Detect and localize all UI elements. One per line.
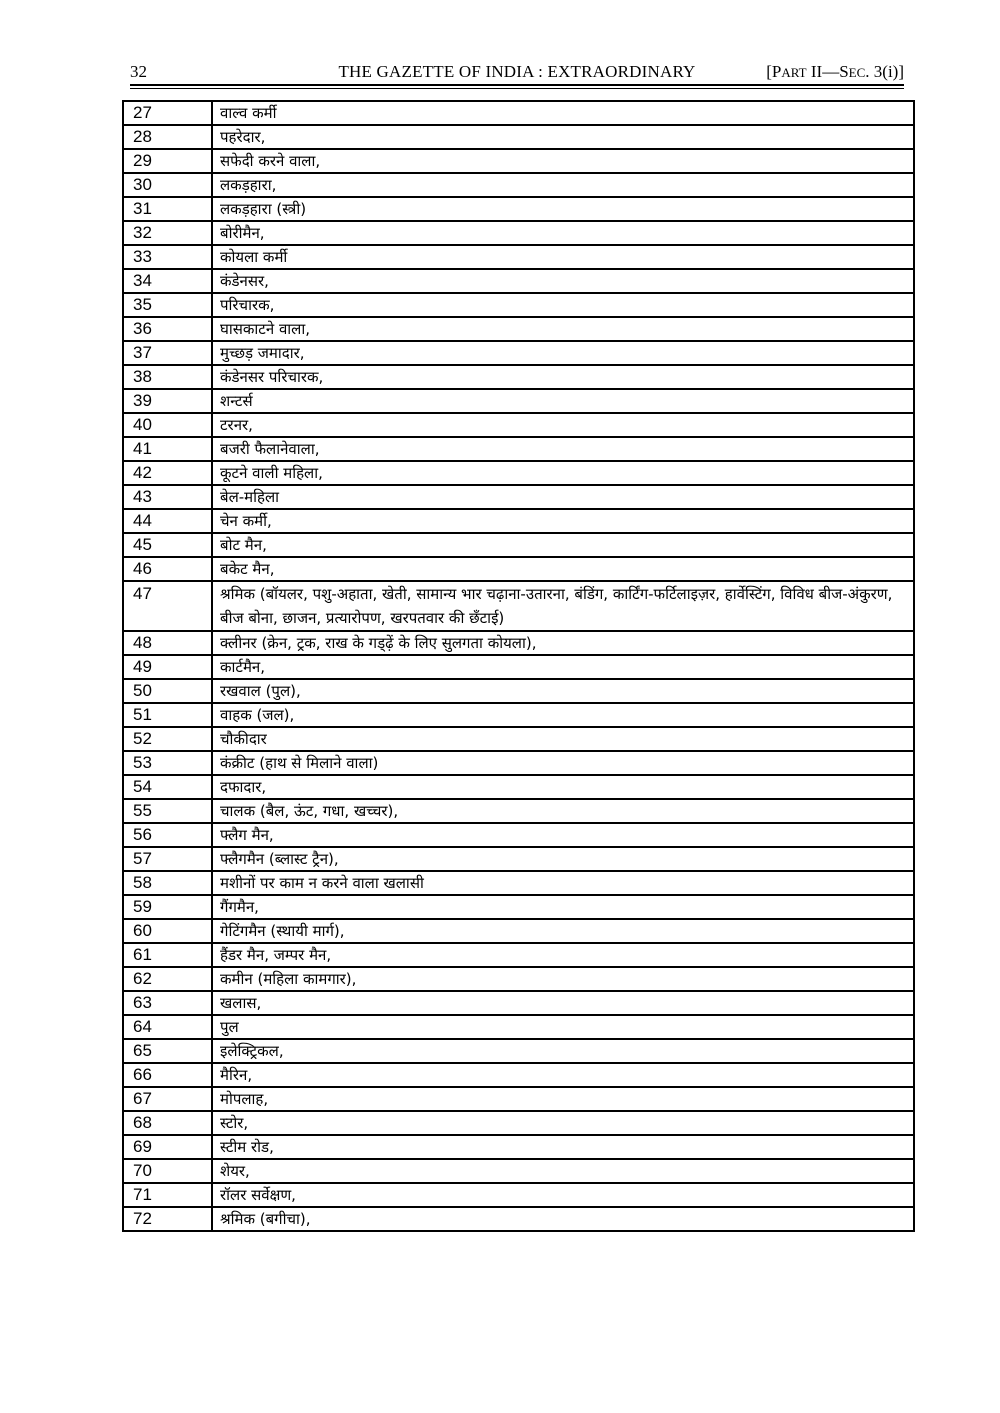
row-number: 50 xyxy=(123,679,212,703)
row-number: 28 xyxy=(123,125,212,149)
row-number: 54 xyxy=(123,775,212,799)
row-number: 38 xyxy=(123,365,212,389)
table-row xyxy=(123,413,914,437)
row-number: 56 xyxy=(123,823,212,847)
occupation-name: चेन कर्मी, xyxy=(212,509,914,533)
table-row xyxy=(123,727,914,751)
occupation-name: वाल्व कर्मी xyxy=(212,101,914,125)
table-row xyxy=(123,533,914,557)
row-number: 51 xyxy=(123,703,212,727)
occupation-name: गैंगमैन, xyxy=(212,895,914,919)
occupation-name: सफेदी करने वाला, xyxy=(212,149,914,173)
table-row xyxy=(123,679,914,703)
part-section: [PART II—SEC. 3(i)] xyxy=(766,62,904,81)
row-number: 35 xyxy=(123,293,212,317)
occupation-name: घासकाटने वाला, xyxy=(212,317,914,341)
occupation-name: दफादार, xyxy=(212,775,914,799)
table-row xyxy=(123,967,914,991)
occupation-name: परिचारक, xyxy=(212,293,914,317)
table-row xyxy=(123,221,914,245)
table-row xyxy=(123,1135,914,1159)
occupation-name: क्लीनर (क्रेन, ट्रक, राख के गड्ढ़ें के लिए सुलगता कोयला), xyxy=(212,631,914,655)
table-row xyxy=(123,581,914,631)
row-number: 61 xyxy=(123,943,212,967)
occupation-name: कमीन (महिला कामगार), xyxy=(212,967,914,991)
table-row xyxy=(123,991,914,1015)
table-row xyxy=(123,461,914,485)
table-row xyxy=(123,125,914,149)
table-row xyxy=(123,149,914,173)
row-number: 63 xyxy=(123,991,212,1015)
table-row xyxy=(123,485,914,509)
occupation-name: शेयर, xyxy=(212,1159,914,1183)
table-row xyxy=(123,317,914,341)
table-row xyxy=(123,943,914,967)
occupation-name: रॉलर सर्वेक्षण, xyxy=(212,1183,914,1207)
table-row xyxy=(123,197,914,221)
occupation-name: इलेक्ट्रिकल, xyxy=(212,1039,914,1063)
table-row xyxy=(123,557,914,581)
occupation-name: बोरीमैन, xyxy=(212,221,914,245)
occupation-name: मुच्छड़ जमादार, xyxy=(212,341,914,365)
row-number: 53 xyxy=(123,751,212,775)
table-row xyxy=(123,775,914,799)
table-row xyxy=(123,101,914,125)
occupation-name: कूटने वाली महिला, xyxy=(212,461,914,485)
table-row xyxy=(123,631,914,655)
row-number: 66 xyxy=(123,1063,212,1087)
row-number: 39 xyxy=(123,389,212,413)
table-row xyxy=(123,919,914,943)
header-rule-thin xyxy=(130,88,904,89)
table-row xyxy=(123,389,914,413)
occupation-name: टरनर, xyxy=(212,413,914,437)
row-number: 43 xyxy=(123,485,212,509)
table-row xyxy=(123,847,914,871)
row-number: 57 xyxy=(123,847,212,871)
row-number: 70 xyxy=(123,1159,212,1183)
row-number: 64 xyxy=(123,1015,212,1039)
header-rule-thick xyxy=(130,84,904,86)
table-row xyxy=(123,1087,914,1111)
table-row xyxy=(123,293,914,317)
table-row xyxy=(123,871,914,895)
occupation-name: स्टीम रोड, xyxy=(212,1135,914,1159)
row-number: 52 xyxy=(123,727,212,751)
row-number: 60 xyxy=(123,919,212,943)
table-row xyxy=(123,895,914,919)
row-number: 27 xyxy=(123,101,212,125)
occupation-name: स्टोर, xyxy=(212,1111,914,1135)
table-row xyxy=(123,365,914,389)
occupation-name: वाहक (जल), xyxy=(212,703,914,727)
row-number: 36 xyxy=(123,317,212,341)
row-number: 44 xyxy=(123,509,212,533)
occupation-name: श्रमिक (बॉयलर, पशु-अहाता, खेती, सामान्य भार चढ़ाना-उतारना, बंडिंग, कार्टिंग-फर्टिलाइज़र, हार्वेस्टिंग, विविध बीज-अंकुरण, बीज बोना, छाजन, प्रत्यारोपण, खरपतवार की छँटाई) xyxy=(212,581,914,631)
row-number: 32 xyxy=(123,221,212,245)
table-row xyxy=(123,1207,914,1231)
occupation-name: कंडेनसर परिचारक, xyxy=(212,365,914,389)
table-row xyxy=(123,1015,914,1039)
table-row xyxy=(123,509,914,533)
row-number: 72 xyxy=(123,1207,212,1231)
row-number: 71 xyxy=(123,1183,212,1207)
table-row xyxy=(123,751,914,775)
table-row xyxy=(123,1039,914,1063)
table-row xyxy=(123,655,914,679)
occupation-name: कोयला कर्मी xyxy=(212,245,914,269)
row-number: 37 xyxy=(123,341,212,365)
row-number: 67 xyxy=(123,1087,212,1111)
table-row xyxy=(123,437,914,461)
table-row xyxy=(123,269,914,293)
row-number: 62 xyxy=(123,967,212,991)
occupation-name: कंक्रीट (हाथ से मिलाने वाला) xyxy=(212,751,914,775)
row-number: 47 xyxy=(123,581,212,631)
table-row xyxy=(123,1111,914,1135)
occupation-name: श्रमिक (बगीचा), xyxy=(212,1207,914,1231)
occupation-name: फ्लैगमैन (ब्लास्ट ट्रैन), xyxy=(212,847,914,871)
row-number: 65 xyxy=(123,1039,212,1063)
occupation-name: बजरी फैलानेवाला, xyxy=(212,437,914,461)
page-header xyxy=(130,62,904,84)
occupation-name: कंडेनसर, xyxy=(212,269,914,293)
occupation-name: फ्लैग मैन, xyxy=(212,823,914,847)
table-row xyxy=(123,1159,914,1183)
occupation-table xyxy=(122,100,915,1232)
row-number: 59 xyxy=(123,895,212,919)
occupation-name: पुल xyxy=(212,1015,914,1039)
occupation-name: हैंडर मैन, जम्पर मैन, xyxy=(212,943,914,967)
row-number: 34 xyxy=(123,269,212,293)
row-number: 29 xyxy=(123,149,212,173)
row-number: 30 xyxy=(123,173,212,197)
occupation-name: मशीनों पर काम न करने वाला खलासी xyxy=(212,871,914,895)
table-row xyxy=(123,173,914,197)
row-number: 48 xyxy=(123,631,212,655)
occupation-name: शन्टर्स xyxy=(212,389,914,413)
occupation-name: पहरेदार, xyxy=(212,125,914,149)
occupation-name: गेटिंगमैन (स्थायी मार्ग), xyxy=(212,919,914,943)
occupation-name: बोट मैन, xyxy=(212,533,914,557)
page-number: 32 xyxy=(130,62,147,81)
row-number: 49 xyxy=(123,655,212,679)
gazette-title: THE GAZETTE OF INDIA : EXTRAORDINARY xyxy=(338,62,696,81)
occupation-name: मैरिन, xyxy=(212,1063,914,1087)
row-number: 31 xyxy=(123,197,212,221)
occupation-name: खलास, xyxy=(212,991,914,1015)
occupation-name: मोपलाह, xyxy=(212,1087,914,1111)
row-number: 40 xyxy=(123,413,212,437)
occupation-name: लकड़हारा (स्त्री) xyxy=(212,197,914,221)
row-number: 46 xyxy=(123,557,212,581)
table-row xyxy=(123,1183,914,1207)
row-number: 42 xyxy=(123,461,212,485)
row-number: 55 xyxy=(123,799,212,823)
occupation-name: रखवाल (पुल), xyxy=(212,679,914,703)
occupation-name: कार्टमैन, xyxy=(212,655,914,679)
table-row xyxy=(123,799,914,823)
table-row xyxy=(123,245,914,269)
table-row xyxy=(123,341,914,365)
table-row xyxy=(123,823,914,847)
row-number: 69 xyxy=(123,1135,212,1159)
row-number: 41 xyxy=(123,437,212,461)
occupation-name: चौकीदार xyxy=(212,727,914,751)
occupation-name: लकड़हारा, xyxy=(212,173,914,197)
row-number: 45 xyxy=(123,533,212,557)
occupation-name: बेल-महिला xyxy=(212,485,914,509)
occupation-name: चालक (बैल, ऊंट, गधा, खच्चर), xyxy=(212,799,914,823)
occupation-name: बकेट मैन, xyxy=(212,557,914,581)
row-number: 58 xyxy=(123,871,212,895)
row-number: 68 xyxy=(123,1111,212,1135)
table-row xyxy=(123,703,914,727)
row-number: 33 xyxy=(123,245,212,269)
table-row xyxy=(123,1063,914,1087)
